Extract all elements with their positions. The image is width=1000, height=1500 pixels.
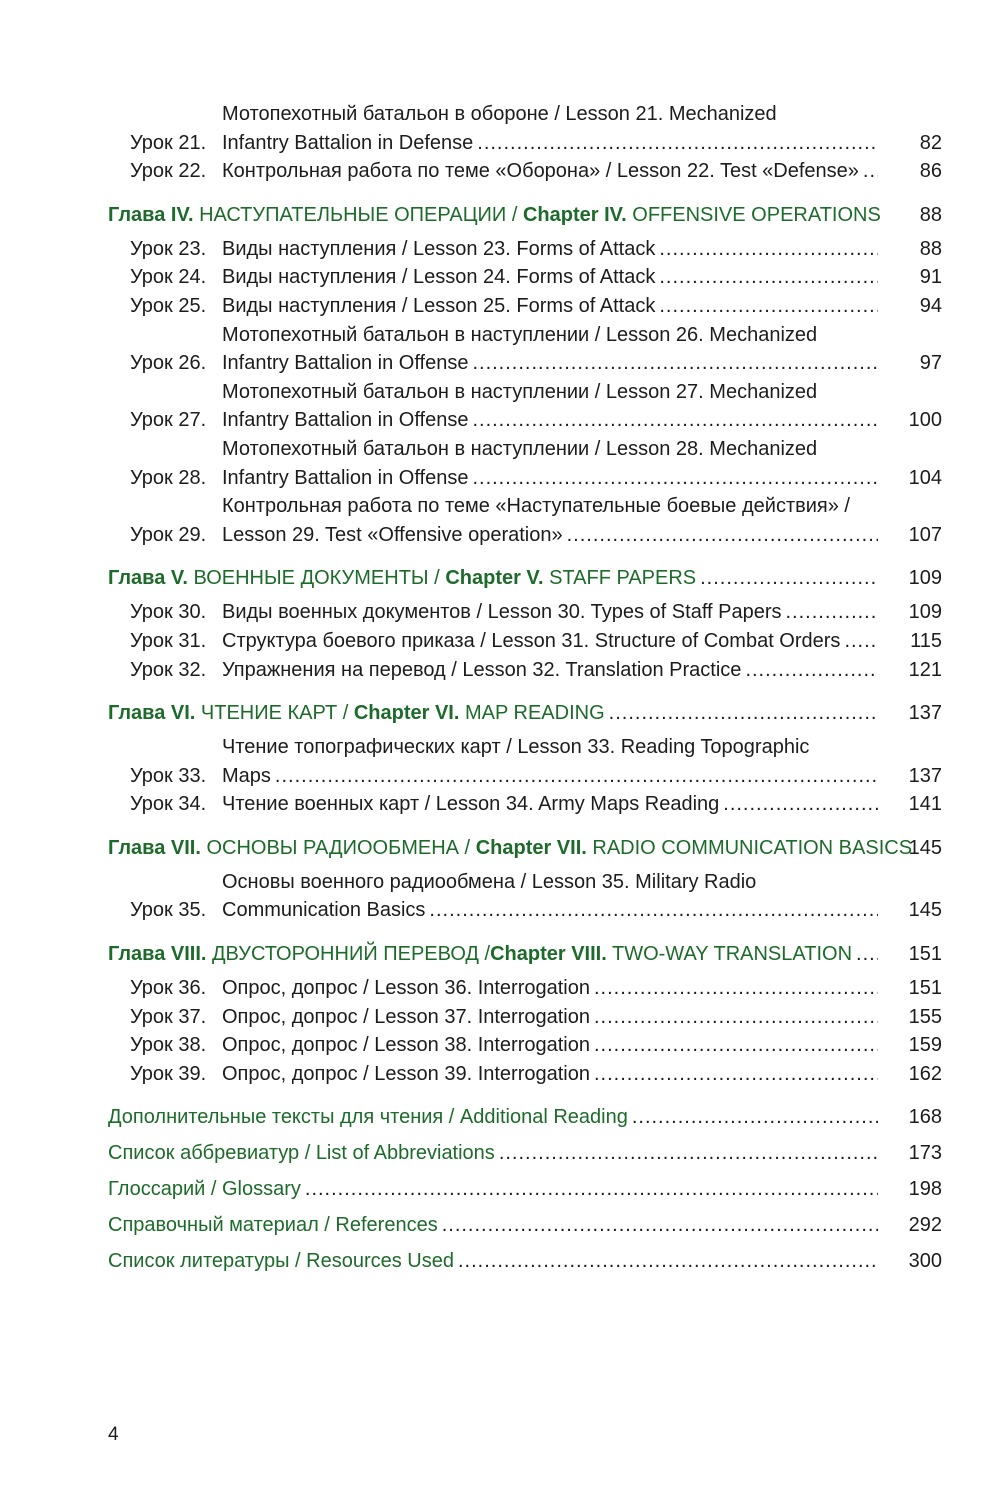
lesson-title: Структура боевого приказа / Lesson 31. Structure of Combat Orders <box>222 629 841 652</box>
toc-chapter-entry[interactable] <box>108 563 942 593</box>
dot-leader <box>305 1174 878 1204</box>
page-number: 145 <box>908 836 942 859</box>
lesson-title-line1: Основы военного радиообмена / Lesson 35. Military Radio <box>222 870 757 893</box>
extra-title: Глоссарий / Glossary <box>108 1178 301 1201</box>
chapter-title: Глава V. ВОЕННЫЕ ДОКУМЕНТЫ / Chapter V. STAFF PAPERS <box>108 567 697 590</box>
lesson-title: Communication Basics <box>222 899 426 922</box>
lesson-number: Урок 28. <box>130 466 207 489</box>
page-number: 100 <box>908 409 942 432</box>
page-number: 104 <box>908 466 942 489</box>
page-number: 88 <box>919 237 942 260</box>
page-number: 91 <box>919 266 942 289</box>
lesson-title-line1: Мотопехотный батальон в обороне / Lesson 21. Mechanized <box>222 103 777 125</box>
toc-extra-entry[interactable] <box>108 1138 942 1168</box>
dot-leader <box>659 263 878 292</box>
lesson-number: Урок 33. <box>130 764 207 787</box>
chapter-title: Глава VII. ОСНОВЫ РАДИООБМЕНА / Chapter VII. RADIO COMMUNICATION BASICS <box>108 836 913 859</box>
lesson-group <box>0 974 1000 1088</box>
lesson-number: Урок 32. <box>130 658 207 681</box>
dot-leader <box>275 762 878 791</box>
dot-leader <box>477 129 878 158</box>
dot-leader <box>659 235 878 264</box>
page-number: 141 <box>908 793 942 816</box>
lesson-number: Урок 27. <box>130 409 207 432</box>
toc-lesson-entry[interactable] <box>130 733 942 790</box>
page-number: 159 <box>908 1034 942 1057</box>
toc-lesson-entry[interactable] <box>130 157 942 186</box>
lesson-title: Infantry Battalion in Offense <box>222 466 469 489</box>
lesson-number: Урок 22. <box>130 160 207 183</box>
lesson-title: Упражнения на перевод / Lesson 32. Translation Practice <box>222 658 742 681</box>
page-number: 168 <box>908 1106 942 1129</box>
dot-leader <box>499 1138 878 1168</box>
dot-leader <box>594 1003 878 1032</box>
dot-leader <box>609 698 878 728</box>
toc-extra-entry[interactable] <box>108 1210 942 1240</box>
lesson-title-line1: Мотопехотный батальон в наступлении / Lesson 26. Mechanized <box>222 323 818 346</box>
dot-leader <box>442 1210 878 1240</box>
dot-leader <box>458 1246 878 1276</box>
lesson-number: Урок 21. <box>130 131 207 154</box>
toc-lesson-entry[interactable] <box>130 292 942 321</box>
chapter-title: Глава IV. НАСТУПАТЕЛЬНЫЕ ОПЕРАЦИИ / Chapter IV. OFFENSIVE OPERATIONS <box>108 203 881 226</box>
lesson-title: Опрос, допрос / Lesson 37. Interrogation <box>222 1005 590 1028</box>
dot-leader <box>472 406 878 435</box>
table-of-contents <box>0 100 1000 1276</box>
lesson-number: Урок 30. <box>130 601 207 624</box>
toc-lesson-entry[interactable] <box>130 974 942 1003</box>
dot-leader <box>472 464 878 493</box>
page-number: 300 <box>908 1250 942 1273</box>
lesson-group <box>0 235 1000 550</box>
page-footer-number: 4 <box>108 1424 119 1445</box>
lesson-number: Урок 31. <box>130 629 207 652</box>
page-number: 88 <box>919 203 942 226</box>
lesson-title: Опрос, допрос / Lesson 38. Interrogation <box>222 1034 590 1057</box>
lesson-title: Чтение военных карт / Lesson 34. Army Maps Reading <box>222 793 720 816</box>
lesson-title-line1: Мотопехотный батальон в наступлении / Lesson 28. Mechanized <box>222 437 818 460</box>
page-number: 86 <box>919 160 942 183</box>
dot-leader <box>659 292 878 321</box>
page-number: 115 <box>910 629 942 652</box>
dot-leader <box>863 157 878 186</box>
page-number: 107 <box>908 523 942 546</box>
chapter-title: Глава VIII. ДВУСТОРОННИЙ ПЕРЕВОД /Chapter VIII. TWO-WAY TRANSLATION <box>108 943 853 966</box>
lesson-number: Урок 34. <box>130 793 207 816</box>
page-number: 109 <box>908 567 942 590</box>
lesson-title: Виды наступления / Lesson 24. Forms of Attack <box>222 266 656 289</box>
dot-leader <box>567 521 878 550</box>
toc-lesson-entry[interactable] <box>130 868 942 925</box>
toc-chapter-entry[interactable] <box>108 200 942 230</box>
lesson-title-line1: Чтение топографических карт / Lesson 33. Reading Topographic <box>222 736 810 759</box>
toc-chapter-entry[interactable] <box>108 698 942 728</box>
extra-title: Список литературы / Resources Used <box>108 1250 454 1273</box>
back-matter <box>0 1102 1000 1276</box>
page-number: 145 <box>908 899 942 922</box>
chapter-title: Глава VI. ЧТЕНИЕ КАРТ / Chapter VI. MAP READING <box>108 702 605 725</box>
page-number: 151 <box>908 977 942 1000</box>
lesson-title: Infantry Battalion in Defense <box>222 131 474 154</box>
lesson-title: Виды наступления / Lesson 23. Forms of Attack <box>222 237 656 260</box>
dot-leader <box>594 1060 878 1089</box>
toc-lesson-entry[interactable] <box>130 598 942 627</box>
lesson-title: Опрос, допрос / Lesson 39. Interrogation <box>222 1062 590 1085</box>
dot-leader <box>594 974 878 1003</box>
toc-extra-entry[interactable] <box>108 1246 942 1276</box>
lesson-group <box>0 733 1000 819</box>
lesson-number: Урок 29. <box>130 523 207 546</box>
toc-extra-entry[interactable] <box>108 1102 942 1132</box>
toc-lesson-entry[interactable] <box>130 790 942 819</box>
lesson-group <box>0 598 1000 684</box>
page-number: 173 <box>908 1142 942 1165</box>
page-number: 94 <box>919 294 942 317</box>
page-number: 162 <box>908 1062 942 1085</box>
page-number: 292 <box>908 1214 942 1237</box>
extra-title: Список аббревиатур / List of Abbreviations <box>108 1142 495 1165</box>
toc-lesson-entry[interactable] <box>130 656 942 685</box>
toc-lesson-entry[interactable] <box>130 321 942 378</box>
dot-leader <box>844 627 878 656</box>
page-number: 151 <box>908 943 942 966</box>
toc-lesson-entry[interactable] <box>130 235 942 264</box>
page-number: 137 <box>908 702 942 725</box>
lesson-title: Lesson 29. Test «Offensive operation» <box>222 523 563 546</box>
page-number: 121 <box>908 658 942 681</box>
dot-leader <box>723 790 878 819</box>
toc-lesson-entry[interactable] <box>130 378 942 435</box>
page-number: 97 <box>919 352 942 375</box>
lesson-title-line1: Мотопехотный батальон в наступлении / Lesson 27. Mechanized <box>222 380 818 403</box>
dot-leader <box>429 896 878 925</box>
lesson-number: Урок 38. <box>130 1034 207 1057</box>
toc-lesson-entry[interactable] <box>130 1031 942 1060</box>
page-number: 155 <box>908 1005 942 1028</box>
dot-leader <box>700 563 878 593</box>
lesson-number: Урок 24. <box>130 266 207 289</box>
lesson-number: Урок 39. <box>130 1062 207 1085</box>
dot-leader <box>786 598 879 627</box>
toc-lesson-entry[interactable] <box>130 100 942 157</box>
toc-lesson-entry[interactable] <box>130 627 942 656</box>
toc-lesson-entry[interactable] <box>130 435 942 492</box>
toc-lesson-entry[interactable] <box>130 1003 942 1032</box>
lesson-title: Контрольная работа по теме «Оборона» / Lesson 22. Test «Defense» <box>222 160 859 183</box>
lesson-group <box>0 100 1000 186</box>
lesson-title: Maps <box>222 764 271 787</box>
lesson-number: Урок 26. <box>130 352 207 375</box>
lesson-title: Опрос, допрос / Lesson 36. Interrogation <box>222 977 590 1000</box>
lesson-title: Infantry Battalion in Offense <box>222 352 469 375</box>
toc-chapter-entry[interactable] <box>108 833 942 863</box>
lesson-title: Виды наступления / Lesson 25. Forms of Attack <box>222 294 656 317</box>
lesson-title: Infantry Battalion in Offense <box>222 409 469 432</box>
lesson-number: Урок 23. <box>130 237 207 260</box>
dot-leader <box>632 1102 878 1132</box>
lesson-number: Урок 25. <box>130 294 207 317</box>
dot-leader <box>594 1031 878 1060</box>
extra-title: Дополнительные тексты для чтения / Additional Reading <box>108 1106 628 1129</box>
lesson-number: Урок 35. <box>130 899 207 922</box>
page-number: 198 <box>908 1178 942 1201</box>
toc-lesson-entry[interactable] <box>130 1060 942 1089</box>
lesson-number: Урок 37. <box>130 1005 207 1028</box>
lesson-title-line1: Контрольная работа по теме «Наступательные боевые действия» / <box>222 495 850 518</box>
lesson-title: Виды военных документов / Lesson 30. Types of Staff Papers <box>222 601 782 624</box>
lesson-group <box>0 868 1000 925</box>
toc-lesson-entry[interactable] <box>130 263 942 292</box>
toc-extra-entry[interactable] <box>108 1174 942 1204</box>
dot-leader <box>745 656 878 685</box>
toc-chapter-entry[interactable] <box>108 939 942 969</box>
toc-lesson-entry[interactable] <box>130 492 942 549</box>
page-number: 137 <box>908 764 942 787</box>
dot-leader <box>856 939 878 969</box>
extra-title: Справочный материал / References <box>108 1214 438 1237</box>
page-number: 109 <box>908 601 942 624</box>
dot-leader <box>472 349 878 378</box>
page-number: 82 <box>919 131 942 154</box>
lesson-number: Урок 36. <box>130 977 207 1000</box>
